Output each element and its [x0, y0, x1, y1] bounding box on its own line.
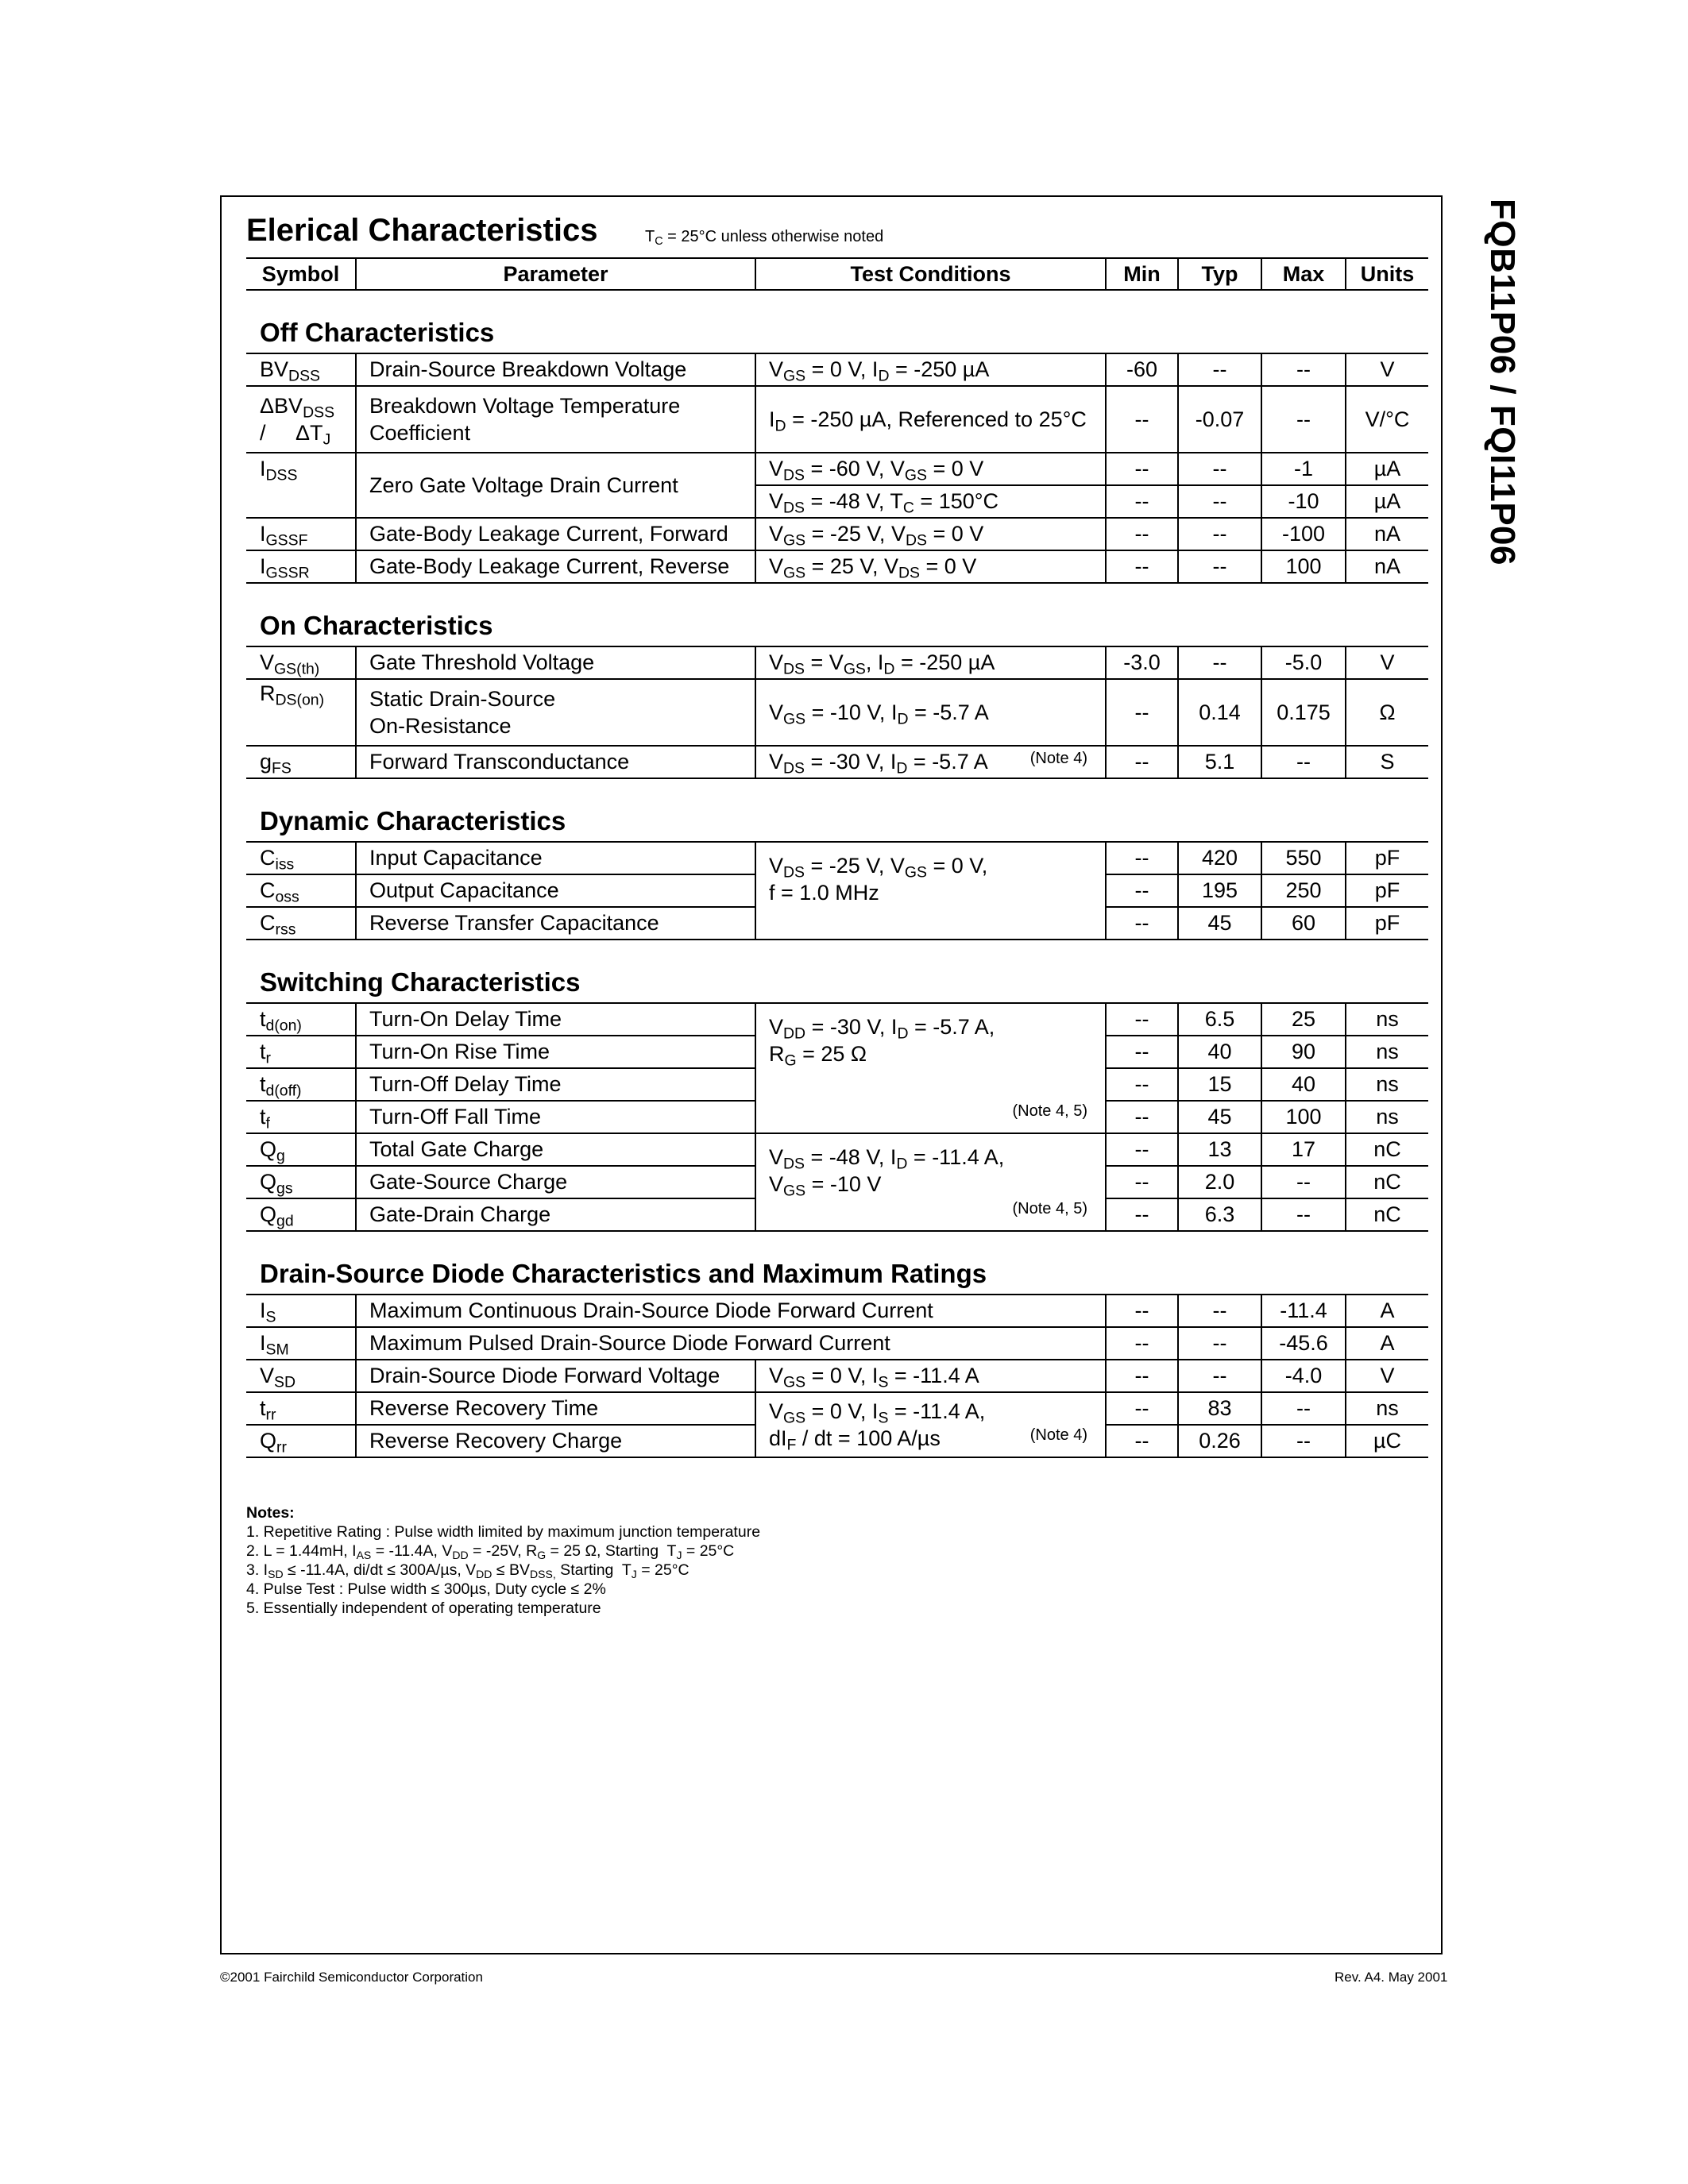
max-value: -5.0: [1261, 646, 1346, 679]
table-row: [246, 746, 1428, 778]
parameter: Total Gate Charge: [356, 1133, 755, 1166]
unit: A: [1346, 1295, 1428, 1327]
typ-value: -0.07: [1178, 386, 1261, 453]
table-row: [246, 1295, 1428, 1327]
symbol: $I_{GSSF}$: [260, 522, 308, 550]
parameter: Static Drain-Source On-Resistance: [356, 679, 755, 746]
parameter: Turn-On Delay Time: [356, 1003, 755, 1036]
parameter: Input Capacitance: [356, 842, 755, 874]
typ-value: 15: [1178, 1068, 1261, 1101]
parameter: Gate Threshold Voltage: [356, 646, 755, 679]
test-condition: $V_{GS} = 0$ V, $I_S = -11.4$ A, $dI_F$ / dt = 100 A/µs (Note 4): [755, 1392, 1106, 1457]
typ-value: --: [1178, 1360, 1261, 1392]
typ-value: 6.5: [1178, 1003, 1261, 1036]
switching-characteristics-table: [246, 1002, 1428, 1232]
max-value: 25: [1261, 1003, 1346, 1036]
typ-value: 40: [1178, 1036, 1261, 1068]
max-value: -11.4: [1261, 1295, 1346, 1327]
symbol: $Q_{gs}$: [260, 1170, 293, 1198]
test-condition: $V_{GS} = -25$ V, $V_{DS} = 0$ V: [755, 518, 1106, 550]
table-row: [246, 1327, 1428, 1360]
unit: ns: [1346, 1003, 1428, 1036]
max-value: --: [1261, 1392, 1346, 1425]
max-value: 100: [1261, 550, 1346, 583]
parameter: Output Capacitance: [356, 874, 755, 907]
table-row: [246, 646, 1428, 679]
typ-value: --: [1178, 485, 1261, 518]
table-row: [246, 1003, 1428, 1036]
unit: nC: [1346, 1133, 1428, 1166]
note-2: 2. L = 1.44mH, $I_{AS} = -11.4A$, $V_{DD} = -25V$, $R_G = 25$ Ω, Starting $T_J = 25^\circ C$: [246, 1542, 735, 1561]
footer-revision: Rev. A4. May 2001: [1335, 1970, 1448, 1985]
unit: pF: [1346, 842, 1428, 874]
max-value: -45.6: [1261, 1327, 1346, 1360]
test-condition: $V_{DS} = -48$ V, $I_D = -11.4$ A, $V_{GS} = -10$ V (Note 4, 5): [755, 1133, 1106, 1231]
max-value: -10: [1261, 485, 1346, 518]
max-value: -4.0: [1261, 1360, 1346, 1392]
parameter: Reverse Transfer Capacitance: [356, 907, 755, 940]
max-value: -1: [1261, 453, 1346, 485]
typ-value: 45: [1178, 907, 1261, 940]
min-value: --: [1106, 1166, 1178, 1198]
typ-value: 45: [1178, 1101, 1261, 1133]
min-value: --: [1106, 874, 1178, 907]
min-value: --: [1106, 518, 1178, 550]
section-title-off: Off Characteristics: [260, 318, 495, 347]
symbol: $I_{SM}$: [260, 1331, 289, 1359]
max-value: --: [1261, 386, 1346, 453]
table-header-title: [246, 213, 1428, 257]
test-condition: $V_{DD} = -30$ V, $I_D = -5.7$ A, $R_G = 25$ Ω (Note 4, 5): [755, 1003, 1106, 1133]
table-row: [246, 1133, 1428, 1166]
test-condition: $V_{DS} = -60$ V, $V_{GS} = 0$ V: [755, 453, 1106, 485]
min-value: --: [1106, 907, 1178, 940]
max-value: --: [1261, 746, 1346, 778]
typ-value: --: [1178, 1327, 1261, 1360]
col-max: Max: [1261, 258, 1346, 290]
max-value: 0.175: [1261, 679, 1346, 746]
col-test-conditions: Test Conditions: [755, 258, 1106, 290]
parameter: Drain-Source Diode Forward Voltage: [356, 1360, 755, 1392]
col-min: Min: [1106, 258, 1178, 290]
unit: pF: [1346, 907, 1428, 940]
unit: V/°C: [1346, 386, 1428, 453]
symbol: $t_{d(off)}$: [260, 1072, 302, 1100]
symbol: $t_r$: [260, 1040, 271, 1067]
col-typ: Typ: [1178, 258, 1261, 290]
unit: µA: [1346, 453, 1428, 485]
test-condition: $V_{DS} = -48$ V, $T_C = 150^\circ C$: [755, 485, 1106, 518]
min-value: --: [1106, 1392, 1178, 1425]
unit: nC: [1346, 1198, 1428, 1231]
test-condition: $V_{DS} = -25$ V, $V_{GS} = 0$ V, f = 1.0 MHz: [755, 842, 1106, 940]
min-value: --: [1106, 1003, 1178, 1036]
unit: ns: [1346, 1101, 1428, 1133]
typ-value: --: [1178, 518, 1261, 550]
symbol: $C_{iss}$: [260, 846, 295, 874]
table-row: [246, 679, 1428, 746]
unit: nC: [1346, 1166, 1428, 1198]
col-units: Units: [1346, 258, 1428, 290]
test-condition: $V_{GS} = 0$ V, $I_D = -250$ µA: [755, 353, 1106, 386]
min-value: -60: [1106, 353, 1178, 386]
symbol: $BV_{DSS}$: [260, 357, 320, 385]
min-value: --: [1106, 1327, 1178, 1360]
note-5: 5. Essentially independent of operating temperature: [246, 1599, 601, 1617]
max-value: --: [1261, 1166, 1346, 1198]
col-symbol: Symbol: [261, 261, 340, 286]
typ-value: 5.1: [1178, 746, 1261, 778]
max-value: 40: [1261, 1068, 1346, 1101]
min-value: --: [1106, 453, 1178, 485]
parameter: Gate-Drain Charge: [356, 1198, 755, 1231]
symbol: $I_S$: [260, 1298, 276, 1326]
max-value: --: [1261, 353, 1346, 386]
temperature-condition: $T_C = 25^\circ C$ unless otherwise noted: [645, 228, 884, 249]
unit: A: [1346, 1327, 1428, 1360]
typ-value: --: [1178, 1295, 1261, 1327]
symbol: $C_{rss}$: [260, 911, 296, 939]
parameter: Zero Gate Voltage Drain Current: [356, 453, 755, 518]
parameter: Forward Transconductance: [356, 746, 755, 778]
unit: nA: [1346, 518, 1428, 550]
min-value: --: [1106, 1133, 1178, 1166]
parameter: Turn-On Rise Time: [356, 1036, 755, 1068]
unit: ns: [1346, 1068, 1428, 1101]
max-value: 60: [1261, 907, 1346, 940]
min-value: --: [1106, 1425, 1178, 1457]
parameter: Gate-Source Charge: [356, 1166, 755, 1198]
test-condition: $V_{GS} = -10$ V, $I_D = -5.7$ A: [755, 679, 1106, 746]
unit: µA: [1346, 485, 1428, 518]
test-condition: $V_{GS} = 0$ V, $I_S = -11.4$ A: [755, 1360, 1106, 1392]
unit: ns: [1346, 1036, 1428, 1068]
unit: µC: [1346, 1425, 1428, 1457]
symbol: $g_{FS}$: [260, 750, 292, 778]
typ-value: 83: [1178, 1392, 1261, 1425]
symbol: $Q_g$: [260, 1137, 285, 1165]
typ-value: 13: [1178, 1133, 1261, 1166]
min-value: --: [1106, 1360, 1178, 1392]
notes-block: [246, 1503, 760, 1618]
min-value: --: [1106, 746, 1178, 778]
parameter: Breakdown Voltage Temperature Coefficient: [356, 386, 755, 453]
min-value: --: [1106, 1295, 1178, 1327]
parameter: Reverse Recovery Charge: [356, 1425, 755, 1457]
unit: ns: [1346, 1392, 1428, 1425]
datasheet-content: [246, 213, 1428, 1458]
parameter: Maximum Pulsed Drain-Source Diode Forward Current: [356, 1327, 1106, 1360]
min-value: --: [1106, 1198, 1178, 1231]
typ-value: --: [1178, 353, 1261, 386]
min-value: --: [1106, 1068, 1178, 1101]
max-value: 90: [1261, 1036, 1346, 1068]
parameter: Drain-Source Breakdown Voltage: [356, 353, 755, 386]
typ-value: 0.26: [1178, 1425, 1261, 1457]
unit: pF: [1346, 874, 1428, 907]
symbol: $t_{rr}$: [260, 1396, 276, 1424]
symbol: $C_{oss}$: [260, 878, 299, 906]
parameter: Gate-Body Leakage Current, Reverse: [356, 550, 755, 583]
symbol: $t_f$: [260, 1105, 270, 1133]
symbol: $V_{GS(th)}$: [260, 650, 320, 678]
table-row: [246, 453, 1428, 485]
min-value: --: [1106, 1101, 1178, 1133]
max-value: 100: [1261, 1101, 1346, 1133]
note-3: 3. $I_{SD} \le -11.4A$, di/dt ≤ 300A/µs, $V_{DD} \le BV_{DSS,}$ Starting $T_J = 25^\circ C$: [246, 1561, 689, 1580]
footer-copyright: ©2001 Fairchild Semiconductor Corporation: [220, 1970, 483, 1985]
min-value: --: [1106, 842, 1178, 874]
unit: nA: [1346, 550, 1428, 583]
max-value: --: [1261, 1198, 1346, 1231]
section-title-diode: Drain-Source Diode Characteristics and Maximum Ratings: [260, 1259, 987, 1288]
symbol: $Q_{gd}$: [260, 1202, 294, 1230]
parameter: Reverse Recovery Time: [356, 1392, 755, 1425]
section-title-switching: Switching Characteristics: [260, 967, 581, 997]
typ-value: --: [1178, 550, 1261, 583]
table-row: [246, 1392, 1428, 1425]
parameter: Turn-Off Fall Time: [356, 1101, 755, 1133]
symbol: $V_{SD}$: [260, 1364, 296, 1391]
unit: S: [1346, 746, 1428, 778]
table-row: [246, 550, 1428, 583]
symbol: $Q_{rr}$: [260, 1429, 287, 1457]
typ-value: --: [1178, 453, 1261, 485]
note-reference: (Note 4, 5): [1012, 1200, 1087, 1217]
typ-value: 2.0: [1178, 1166, 1261, 1198]
min-value: --: [1106, 386, 1178, 453]
symbol: $\Delta BV_{DSS}$ / $\Delta T_J$: [260, 394, 335, 449]
min-value: -3.0: [1106, 646, 1178, 679]
section-title-dynamic: Dynamic Characteristics: [260, 806, 566, 835]
on-characteristics-table: [246, 646, 1428, 779]
typ-value: --: [1178, 646, 1261, 679]
notes-title: Notes:: [246, 1504, 295, 1522]
max-value: -100: [1261, 518, 1346, 550]
diode-characteristics-table: [246, 1294, 1428, 1458]
test-condition: $I_D = -250$ µA, Referenced to 25°C: [755, 386, 1106, 453]
unit: Ω: [1346, 679, 1428, 746]
unit: V: [1346, 353, 1428, 386]
symbol: $R_{DS(on)}$: [260, 681, 325, 709]
max-value: 17: [1261, 1133, 1346, 1166]
min-value: --: [1106, 550, 1178, 583]
off-characteristics-table: [246, 353, 1428, 584]
test-condition: $V_{DS} = -30$ V, $I_D = -5.7$ A (Note 4): [755, 746, 1106, 778]
note-1: 1. Repetitive Rating : Pulse width limited by maximum junction temperature: [246, 1523, 761, 1541]
unit: V: [1346, 646, 1428, 679]
table-row: [246, 386, 1428, 453]
typ-value: 6.3: [1178, 1198, 1261, 1231]
symbol: $t_{d(on)}$: [260, 1007, 302, 1035]
unit: V: [1346, 1360, 1428, 1392]
typ-value: 195: [1178, 874, 1261, 907]
symbol: $I_{DSS}$: [260, 457, 298, 484]
max-value: 250: [1261, 874, 1346, 907]
table-row: [246, 353, 1428, 386]
note-reference: (Note 4, 5): [1012, 1102, 1087, 1120]
parameter: Turn-Off Delay Time: [356, 1068, 755, 1101]
note-reference: (Note 4): [1029, 750, 1087, 767]
min-value: --: [1106, 679, 1178, 746]
min-value: --: [1106, 1036, 1178, 1068]
column-headers: [246, 257, 1428, 291]
max-value: 550: [1261, 842, 1346, 874]
symbol: $I_{GSSR}$: [260, 554, 310, 582]
section-title-on: On Characteristics: [260, 611, 493, 640]
typ-value: 420: [1178, 842, 1261, 874]
max-value: --: [1261, 1425, 1346, 1457]
dynamic-characteristics-table: [246, 841, 1428, 940]
page-title: Elerical Characteristics: [246, 213, 598, 248]
part-number-title: FQB11P06 / FQI11P06: [1483, 199, 1522, 565]
test-condition: $V_{GS} = 25$ V, $V_{DS} = 0$ V: [755, 550, 1106, 583]
col-parameter: Parameter: [356, 258, 755, 290]
min-value: --: [1106, 485, 1178, 518]
note-reference: (Note 4): [1029, 1426, 1088, 1444]
note-4: 4. Pulse Test : Pulse width ≤ 300µs, Duty cycle ≤ 2%: [246, 1580, 606, 1598]
parameter: Maximum Continuous Drain-Source Diode Forward Current: [356, 1295, 1106, 1327]
parameter: Gate-Body Leakage Current, Forward: [356, 518, 755, 550]
table-row: [246, 1360, 1428, 1392]
table-row: [246, 842, 1428, 874]
typ-value: 0.14: [1178, 679, 1261, 746]
table-row: [246, 518, 1428, 550]
test-condition: $V_{DS} = V_{GS}$, $I_D = -250$ µA: [755, 646, 1106, 679]
